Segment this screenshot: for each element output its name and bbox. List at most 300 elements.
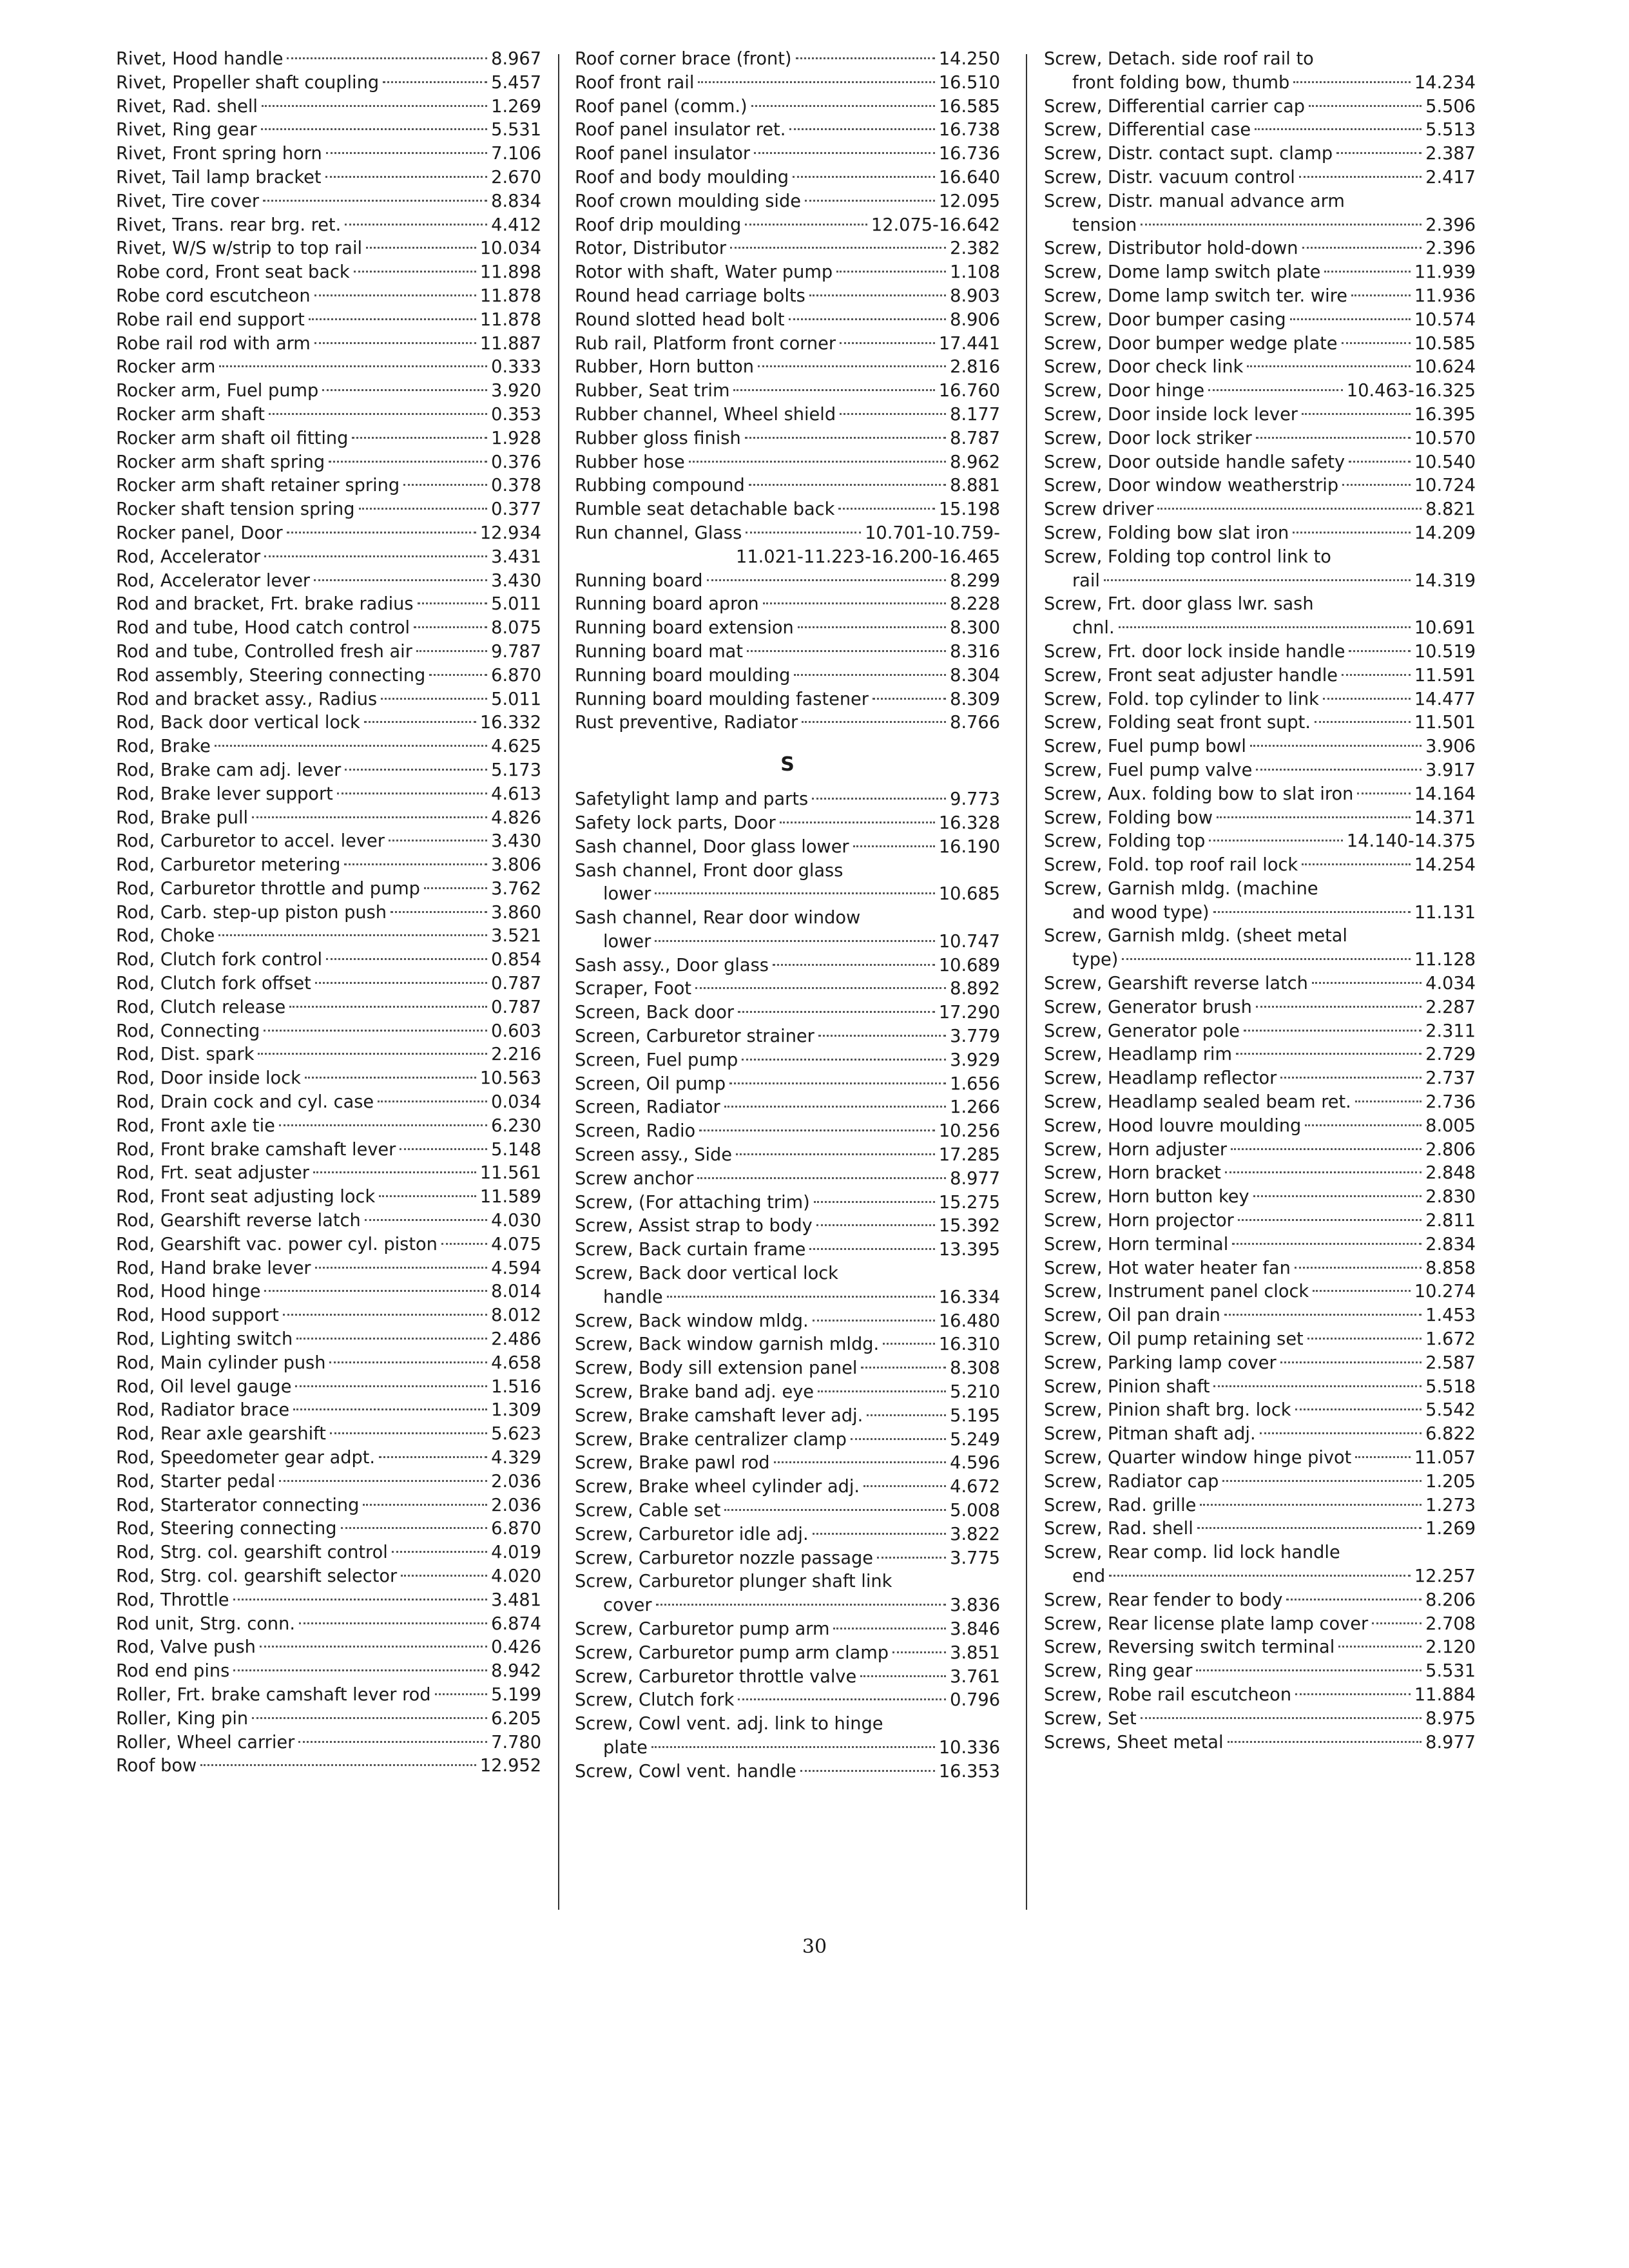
leader-dots xyxy=(789,318,947,320)
entry-text: Screw, Differential case xyxy=(1044,120,1251,140)
entry-text: Rivet, Propeller shaft coupling xyxy=(116,72,380,93)
index-entry xyxy=(116,688,541,712)
entry-text: Rod, Clutch release xyxy=(116,997,286,1017)
index-entry-line xyxy=(575,1286,1000,1310)
page-reference: 1.672 xyxy=(1425,1329,1476,1350)
leader-dots xyxy=(325,176,488,178)
index-entry-line xyxy=(1044,1352,1476,1376)
index-entry xyxy=(575,214,1000,238)
leader-dots xyxy=(418,602,488,604)
index-entry xyxy=(575,1713,1000,1760)
page-reference: 16.640 xyxy=(938,167,1000,187)
leader-dots xyxy=(747,650,946,652)
entry-text: Screw, Robe rail escutcheon xyxy=(1044,1684,1292,1705)
index-entry xyxy=(1044,166,1476,190)
page-reference: 11.939 xyxy=(1414,262,1476,283)
index-entry xyxy=(116,807,541,831)
page-reference: 2.816 xyxy=(950,357,1000,378)
index-entry xyxy=(116,1020,541,1044)
page-reference: 16.760 xyxy=(938,381,1000,401)
page-reference: 4.075 xyxy=(491,1234,541,1254)
entry-text: Screw, Horn projector xyxy=(1044,1211,1234,1231)
entry-text: Screw, Pinion shaft xyxy=(1044,1376,1210,1397)
entry-text: Screw, Door bumper casing xyxy=(1044,309,1286,330)
page-reference: 2.311 xyxy=(1425,1021,1476,1041)
page-reference: 1.928 xyxy=(491,428,541,448)
entry-text: Scraper, Foot xyxy=(575,979,692,999)
entry-text: Screw, Fuel pump bowl xyxy=(1044,736,1246,757)
index-entry xyxy=(575,1001,1000,1025)
leader-dots xyxy=(392,1551,487,1553)
index-entry-line xyxy=(1044,759,1476,783)
page-reference: 9.787 xyxy=(491,641,541,662)
index-entry-line xyxy=(1044,474,1476,498)
page-reference: 0.854 xyxy=(491,950,541,970)
index-entry-line xyxy=(1044,1043,1476,1067)
page-reference: 5.506 xyxy=(1425,96,1476,117)
index-entry-line xyxy=(575,1736,1000,1760)
index-entry-line xyxy=(116,403,541,427)
page-reference: 8.005 xyxy=(1425,1115,1476,1136)
page-reference: 3.920 xyxy=(491,381,541,401)
entry-text: Screw, Detach. side roof rail to xyxy=(1044,49,1314,69)
leader-dots xyxy=(809,1248,934,1250)
index-entry xyxy=(575,1191,1000,1215)
leader-dots xyxy=(283,1314,487,1316)
entry-text: Rod, Dist. spark xyxy=(116,1044,255,1065)
index-entry xyxy=(116,1352,541,1376)
index-entry-line xyxy=(116,1233,541,1257)
index-entry-line xyxy=(575,1238,1000,1262)
index-entry xyxy=(575,812,1000,836)
entry-text: Rocker arm xyxy=(116,357,216,378)
entry-text: Screw, Carburetor plunger shaft link xyxy=(575,1571,892,1592)
entry-text: Screw, Back window garnish mldg. xyxy=(575,1334,880,1355)
leader-dots xyxy=(689,461,946,463)
page-reference: 16.480 xyxy=(938,1311,1000,1331)
index-entry xyxy=(116,1328,541,1352)
index-entry xyxy=(575,1310,1000,1334)
index-entry xyxy=(575,1760,1000,1784)
leader-dots xyxy=(655,940,935,942)
leader-dots xyxy=(655,892,935,894)
index-entry-line xyxy=(116,925,541,948)
index-entry xyxy=(116,546,541,570)
page-reference: 2.729 xyxy=(1425,1044,1476,1065)
entry-text: Robe rail rod with arm xyxy=(116,333,311,354)
leader-dots xyxy=(233,1599,488,1600)
page-reference: 4.613 xyxy=(491,783,541,804)
entry-text: Safetylight lamp and parts xyxy=(575,789,809,810)
index-entry-line xyxy=(575,261,1000,285)
entry-text: Screw, Cowl vent. handle xyxy=(575,1761,796,1782)
entry-text: Robe cord escutcheon xyxy=(116,285,311,306)
entry-text: Rod, Throttle xyxy=(116,1590,229,1610)
leader-dots xyxy=(789,128,935,130)
index-entry xyxy=(575,95,1000,119)
entry-text: Roller, Frt. brake camshaft lever rod xyxy=(116,1684,431,1705)
page-reference: 4.826 xyxy=(491,807,541,828)
index-entry xyxy=(116,1067,541,1091)
index-entry-line xyxy=(575,788,1000,812)
page-reference: 10.691 xyxy=(1414,618,1476,639)
page-reference: 8.308 xyxy=(950,1358,1000,1379)
leader-dots xyxy=(745,437,946,439)
entry-text: Screw, Folding top xyxy=(1044,831,1206,852)
index-entry xyxy=(1044,1304,1476,1328)
leader-dots xyxy=(758,365,946,367)
entry-text: Screw, Fuel pump valve xyxy=(1044,760,1253,780)
index-entry xyxy=(1044,1280,1476,1304)
leader-dots xyxy=(1232,1243,1422,1245)
leader-dots xyxy=(363,1504,487,1506)
page-reference: 1.205 xyxy=(1425,1471,1476,1492)
page-reference: 5.249 xyxy=(950,1429,1000,1450)
page-reference: 3.806 xyxy=(491,855,541,876)
index-entry-line xyxy=(1044,142,1476,166)
page-reference: 17.290 xyxy=(938,1003,1000,1023)
index-entry xyxy=(1044,1517,1476,1541)
index-column-3 xyxy=(1044,48,1476,1754)
index-entry-line xyxy=(575,119,1000,142)
page-reference: 0.034 xyxy=(491,1092,541,1113)
index-entry xyxy=(575,498,1000,522)
leader-dots xyxy=(1238,1219,1422,1221)
index-entry xyxy=(575,977,1000,1001)
index-entry-line xyxy=(116,854,541,878)
leader-dots xyxy=(441,1243,487,1245)
index-entry xyxy=(575,788,1000,812)
index-entry xyxy=(116,1162,541,1186)
page-reference: 2.736 xyxy=(1425,1092,1476,1113)
entry-text: Rocker arm, Fuel pump xyxy=(116,381,319,401)
leader-dots xyxy=(435,1693,488,1695)
page-reference: 5.199 xyxy=(491,1684,541,1705)
leader-dots xyxy=(667,1296,935,1298)
index-entry-line xyxy=(116,570,541,593)
page-reference: 16.736 xyxy=(938,144,1000,164)
index-entry xyxy=(1044,1209,1476,1233)
index-entry xyxy=(116,783,541,807)
index-entry xyxy=(116,166,541,190)
page-reference: 14.250 xyxy=(938,49,1000,69)
leader-dots xyxy=(309,318,476,320)
leader-dots xyxy=(1295,1693,1411,1695)
entry-text: Screw, Carburetor pump arm xyxy=(575,1619,830,1639)
index-entry xyxy=(1044,119,1476,142)
page-reference: 8.299 xyxy=(950,570,1000,591)
index-entry-line xyxy=(1044,593,1476,617)
leader-dots xyxy=(863,1485,946,1487)
page-reference: 8.821 xyxy=(1425,499,1476,520)
leader-dots xyxy=(313,1171,476,1173)
index-entry xyxy=(575,1144,1000,1168)
entry-text: Safety lock parts, Door xyxy=(575,812,776,833)
leader-dots xyxy=(345,224,487,226)
page-reference: 2.036 xyxy=(491,1471,541,1492)
leader-dots xyxy=(1197,1527,1422,1529)
leader-dots xyxy=(1355,1100,1422,1102)
index-entry xyxy=(116,119,541,142)
leader-dots xyxy=(1141,224,1422,226)
entry-text: Rod, Brake lever support xyxy=(116,783,333,804)
page-reference: 5.531 xyxy=(491,120,541,140)
index-entry-line xyxy=(575,380,1000,403)
index-entry xyxy=(116,711,541,735)
entry-text: Screw, Headlamp reflector xyxy=(1044,1068,1277,1089)
entry-text: Rod, Starterator connecting xyxy=(116,1495,360,1515)
index-entry xyxy=(1044,996,1476,1020)
entry-text: Rod, Frt. seat adjuster xyxy=(116,1163,309,1184)
page-reference: 3.431 xyxy=(491,546,541,567)
page-reference: 8.962 xyxy=(950,452,1000,472)
index-entry xyxy=(116,1423,541,1446)
index-entry xyxy=(575,451,1000,475)
index-entry-line xyxy=(116,711,541,735)
index-entry-line xyxy=(116,427,541,451)
page-reference: 1.269 xyxy=(1425,1519,1476,1539)
entry-text: Rocker panel, Door xyxy=(116,523,283,543)
entry-text: Roof panel insulator ret. xyxy=(575,120,786,140)
page-reference: 16.395 xyxy=(1414,404,1476,425)
index-entry-line xyxy=(1044,1020,1476,1044)
page-reference: 3.430 xyxy=(491,831,541,852)
leader-dots xyxy=(853,845,935,847)
index-entry-line xyxy=(575,1570,1000,1594)
entry-text: Rivet, Rad. shell xyxy=(116,96,258,117)
leader-dots xyxy=(738,1011,935,1013)
leader-dots xyxy=(314,342,476,344)
entry-text: Screw, Set xyxy=(1044,1708,1137,1729)
index-entry xyxy=(575,1428,1000,1452)
index-entry-line xyxy=(575,142,1000,166)
page-reference: 5.210 xyxy=(950,1382,1000,1403)
index-entry-line xyxy=(1044,1636,1476,1660)
leader-dots xyxy=(389,840,487,841)
index-entry-line xyxy=(116,688,541,712)
leader-dots xyxy=(1217,816,1411,818)
leader-dots xyxy=(838,508,935,510)
entry-text: Screw, Door lock striker xyxy=(1044,428,1252,448)
index-entry xyxy=(1044,1352,1476,1376)
leader-dots xyxy=(264,1030,487,1032)
index-entry xyxy=(1044,1470,1476,1494)
page-reference: 10.747 xyxy=(938,931,1000,952)
index-entry xyxy=(1044,1731,1476,1755)
leader-dots xyxy=(861,1367,946,1369)
entry-text: Rod, Brake pull xyxy=(116,807,249,828)
leader-dots xyxy=(352,437,487,439)
leader-dots xyxy=(329,461,487,463)
leader-dots xyxy=(1255,128,1422,130)
leader-dots xyxy=(1290,318,1411,320)
leader-dots xyxy=(1224,1314,1422,1316)
index-entry-line xyxy=(1044,1423,1476,1446)
leader-dots xyxy=(315,982,487,984)
index-entry xyxy=(116,996,541,1020)
page-reference: 8.834 xyxy=(491,191,541,211)
entry-text: Screw, Garnish mldg. (machine xyxy=(1044,878,1318,899)
page-reference: 6.205 xyxy=(491,1708,541,1729)
entry-text: front folding bow, thumb xyxy=(1072,72,1290,93)
index-entry xyxy=(116,925,541,948)
page-reference: 8.881 xyxy=(950,476,1000,496)
page-reference: 4.030 xyxy=(491,1211,541,1231)
page-reference: 14.319 xyxy=(1414,570,1476,591)
index-entry-line xyxy=(116,119,541,142)
page-reference: 6.822 xyxy=(1425,1424,1476,1445)
index-entry xyxy=(116,1091,541,1115)
page-reference: 10.256 xyxy=(938,1121,1000,1142)
index-entry xyxy=(116,403,541,427)
entry-text: Rubber channel, Wheel shield xyxy=(575,404,836,425)
entry-text: Screw, Brake pawl rod xyxy=(575,1453,770,1474)
index-entry-line xyxy=(1044,878,1476,901)
index-entry xyxy=(116,1209,541,1233)
index-entry xyxy=(575,403,1000,427)
index-entry xyxy=(1044,1494,1476,1518)
index-entry xyxy=(116,830,541,854)
leader-dots xyxy=(733,389,934,391)
entry-text: Rod, Clutch fork offset xyxy=(116,974,311,994)
leader-dots xyxy=(379,1456,487,1458)
page-reference: 5.457 xyxy=(491,72,541,93)
leader-dots xyxy=(298,1741,487,1743)
leader-dots xyxy=(793,176,935,178)
index-entry xyxy=(116,285,541,309)
page-reference: 4.019 xyxy=(491,1542,541,1563)
index-entry xyxy=(116,474,541,498)
leader-dots xyxy=(836,271,946,273)
page-reference: 4.596 xyxy=(950,1453,1000,1474)
index-entry-line xyxy=(575,237,1000,261)
leader-dots xyxy=(1231,1148,1422,1150)
page-reference: 12.934 xyxy=(479,523,541,543)
index-entry xyxy=(116,309,541,332)
leader-dots xyxy=(1342,484,1411,486)
leader-dots xyxy=(366,247,476,249)
page-reference: 10.540 xyxy=(1414,452,1476,472)
index-entry-line xyxy=(1044,237,1476,261)
entry-text: Screw, Pinion shaft brg. lock xyxy=(1044,1400,1291,1421)
leader-dots xyxy=(296,1338,487,1340)
index-entry xyxy=(116,1470,541,1494)
index-entry-line xyxy=(575,1405,1000,1428)
index-entry xyxy=(575,474,1000,498)
page-reference: 0.378 xyxy=(491,476,541,496)
leader-dots xyxy=(1355,1456,1411,1458)
page-reference: 2.417 xyxy=(1425,167,1476,187)
leader-dots xyxy=(1302,863,1411,865)
index-entry-line xyxy=(575,166,1000,190)
index-entry-line xyxy=(575,836,1000,860)
page-reference: 3.521 xyxy=(491,926,541,947)
entry-text: Rust preventive, Radiator xyxy=(575,713,798,733)
entry-text: Rod, Rear axle gearshift xyxy=(116,1424,326,1445)
leader-dots xyxy=(816,1224,935,1226)
index-entry-line xyxy=(116,1494,541,1518)
index-entry xyxy=(575,1570,1000,1618)
index-entry-line xyxy=(116,1186,541,1209)
index-entry xyxy=(575,237,1000,261)
page-reference: 8.967 xyxy=(491,49,541,69)
entry-text: Rod, Steering connecting xyxy=(116,1519,337,1539)
leader-dots xyxy=(729,1082,946,1084)
index-entry xyxy=(575,72,1000,95)
page-reference: 16.738 xyxy=(938,120,1000,140)
index-entry xyxy=(575,570,1000,593)
page-reference: 5.513 xyxy=(1425,120,1476,140)
page-reference: 10.685 xyxy=(938,884,1000,905)
entry-text: Screw, Cowl vent. adj. link to hinge xyxy=(575,1714,883,1735)
page-reference: 10.519 xyxy=(1414,641,1476,662)
page-reference: 15.198 xyxy=(938,499,1000,520)
index-entry xyxy=(116,1541,541,1565)
leader-dots xyxy=(656,1604,947,1606)
index-entry xyxy=(116,356,541,380)
index-entry-line xyxy=(116,948,541,972)
index-entry-line xyxy=(1044,854,1476,878)
index-entry-line xyxy=(116,332,541,356)
page-reference: 6.874 xyxy=(491,1613,541,1634)
index-entry xyxy=(1044,1660,1476,1684)
index-entry-line xyxy=(1044,640,1476,664)
leader-dots xyxy=(1256,437,1411,439)
entry-text: Rod, Front axle tie xyxy=(116,1115,275,1136)
index-entry xyxy=(575,1689,1000,1713)
index-entry xyxy=(1044,807,1476,831)
leader-dots xyxy=(341,1527,488,1529)
page-reference: 2.287 xyxy=(1425,997,1476,1017)
index-entry-line xyxy=(116,1209,541,1233)
index-entry xyxy=(1044,1328,1476,1352)
index-entry xyxy=(116,1446,541,1470)
index-entry xyxy=(575,711,1000,735)
entry-text: Screw, Fold. top roof rail lock xyxy=(1044,855,1298,876)
index-entry xyxy=(575,1642,1000,1666)
entry-text: Screw, Door bumper wedge plate xyxy=(1044,333,1338,354)
entry-text: Rivet, Trans. rear brg. ret. xyxy=(116,215,342,235)
leader-dots xyxy=(1222,1480,1422,1482)
entry-text: Sash channel, Rear door window xyxy=(575,908,861,928)
page-reference: 2.587 xyxy=(1425,1352,1476,1373)
leader-dots xyxy=(1302,413,1411,415)
index-entry-line xyxy=(116,1257,541,1281)
index-entry xyxy=(575,1025,1000,1049)
entry-text: Screw, Horn adjuster xyxy=(1044,1139,1228,1160)
page-reference: 3.822 xyxy=(950,1524,1000,1544)
leader-dots xyxy=(1313,1290,1411,1292)
index-entry-line xyxy=(1044,1067,1476,1091)
index-entry xyxy=(575,1215,1000,1238)
entry-text: Rod, Drain cock and cyl. case xyxy=(116,1092,374,1113)
index-entry xyxy=(575,380,1000,403)
index-entry xyxy=(1044,1257,1476,1281)
index-entry xyxy=(116,664,541,688)
index-entry xyxy=(575,954,1000,978)
index-entry xyxy=(575,1357,1000,1381)
index-entry xyxy=(1044,759,1476,783)
page-reference: 0.787 xyxy=(491,997,541,1017)
leader-dots xyxy=(269,413,487,415)
entry-text: Screw, Horn terminal xyxy=(1044,1234,1229,1254)
page-reference: 1.516 xyxy=(491,1376,541,1397)
leader-dots xyxy=(840,413,946,415)
page-reference: 2.670 xyxy=(491,167,541,187)
index-entry xyxy=(1044,48,1476,95)
index-entry-line xyxy=(1044,1209,1476,1233)
index-entry-line xyxy=(575,1096,1000,1120)
